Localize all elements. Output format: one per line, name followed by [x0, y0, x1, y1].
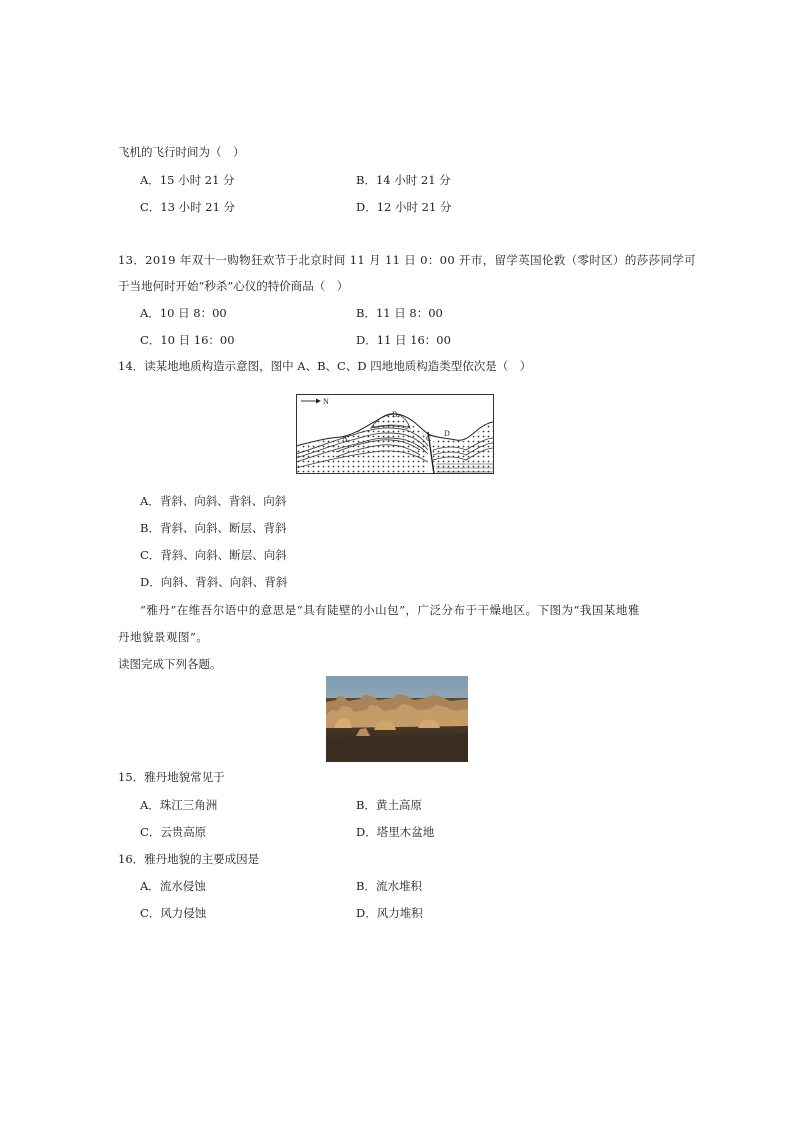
q13-option-d[interactable]: D．11 日 16：00 [356, 333, 451, 347]
geologic-structure-svg [296, 394, 494, 474]
diagram-label-d: D [444, 429, 450, 438]
diagram-label-b: B [392, 410, 398, 419]
q12-option-a[interactable]: A．15 小时 21 分 [140, 173, 235, 187]
q15-option-c[interactable]: C．云贵高原 [140, 825, 207, 839]
diagram-label-a: A [342, 434, 348, 443]
q13-stem-line2: 于当地何时开始“秒杀”心仪的特价商品（ ） [118, 279, 349, 293]
q14-option-b[interactable]: B．背斜、向斜、断层、背斜 [140, 521, 287, 535]
north-label: N [323, 397, 329, 406]
q16-option-b[interactable]: B．流水堆积 [356, 879, 422, 893]
yardang-landscape-photo [326, 676, 468, 762]
q14-option-d[interactable]: D．向斜、背斜、向斜、背斜 [140, 575, 288, 589]
q15-option-a[interactable]: A．珠江三角洲 [140, 798, 218, 812]
q12-option-d[interactable]: D．12 小时 21 分 [356, 200, 452, 214]
q13-option-b[interactable]: B．11 日 8：00 [356, 306, 443, 320]
passage-line-2: 丹地貌景观图”。 [118, 630, 209, 644]
q12-option-b[interactable]: B．14 小时 21 分 [356, 173, 451, 187]
passage-line-1: “雅丹”在维吾尔语中的意思是“具有陡壁的小山包”，广泛分布于干燥地区。下图为“我国某地雅 [140, 603, 640, 617]
q14-stem: 14．读某地地质构造示意图，图中 A、B、C、D 四地地质构造类型依次是（ ） [118, 359, 532, 373]
q13-stem-line1: 13．2019 年双十一购物狂欢节于北京时间 11 月 11 日 0：00 开市，留学英国伦敦（零时区）的莎莎同学可 [118, 253, 696, 267]
q16-stem: 16．雅丹地貌的主要成因是 [118, 852, 260, 866]
geologic-structure-diagram [296, 394, 494, 474]
diagram-label-c: C [426, 434, 432, 443]
q13-option-a[interactable]: A．10 日 8：00 [140, 306, 227, 320]
yardang-photo-svg [326, 676, 468, 762]
q15-option-b[interactable]: B．黄土高原 [356, 798, 422, 812]
q13-option-c[interactable]: C．10 日 16：00 [140, 333, 235, 347]
q14-option-a[interactable]: A．背斜、向斜、背斜、向斜 [140, 494, 287, 508]
q14-option-c[interactable]: C．背斜、向斜、断层、向斜 [140, 548, 287, 562]
q12-option-c[interactable]: C．13 小时 21 分 [140, 200, 236, 214]
q15-option-d[interactable]: D．塔里木盆地 [356, 825, 435, 839]
q15-stem: 15．雅丹地貌常见于 [118, 770, 225, 784]
passage-line-3: 读图完成下列各题。 [118, 657, 222, 671]
q16-option-a[interactable]: A．流水侵蚀 [140, 879, 206, 893]
q12-stem: 飞机的飞行时间为（ ） [118, 145, 245, 159]
q16-option-d[interactable]: D．风力堆积 [356, 906, 423, 920]
q16-option-c[interactable]: C．风力侵蚀 [140, 906, 207, 920]
